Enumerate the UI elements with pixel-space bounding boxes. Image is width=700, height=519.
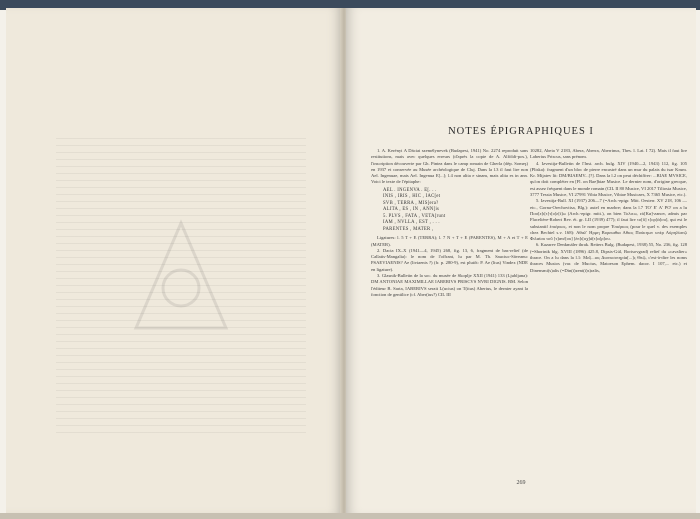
inscription-line: SVB , TERRA , MIS[era? bbox=[383, 200, 439, 206]
text-column-left bbox=[371, 148, 528, 298]
inscription-line: 5. PLVS , FATA , VETA[runt bbox=[383, 213, 446, 219]
paragraph: 6. Kazarev Denkmäler thrak. Reiters Bulg. (Budapest, 1938) 55, No. 236, fig. 128 (=Shorinik blg. XVIII (1896) 425.8, Dipsis-Gül, Borisovgrad) relief du «cavalier» thrace. On a lu dans la l.1: Μεξ...ιος Διονυσοτηρία[...]ς Θεῷ, c'est-à-dire les noms thraces Musios (var. de Mucius, Matoeson Ephem. dacor. I 107,... etc.) et Dinensmi(s)alis (=Din(i)zent(i)s)ralis, bbox=[530, 242, 687, 273]
paragraph: 4. Izvestija-Bulletin de l'Inst. arch. bulg. XIV (1940—2, 1943) 112, fig. 105 (Pliska): fragment d'un bloc de pierre encastré dans un mur du palais du tsar Krum. Kr. Mijatev lit: DΜ/ΒΙΑΕΜV...[?]. Dans la l.2 on peut déchiffrer: ...BIAE MVSICE, qu'on doit compléter en [Fl. on Bae]biae Musice. Le dernier nom, d'origine grecque, est assez fréquent dans le monde romain (CIL II 80 Musice, VI 2017 Tiliosia Musice, 3777 Tessia Musice, VI 27991 Vibia Musice, Vibiae Musicaes, X 7365 Musice, etc.). bbox=[530, 160, 687, 198]
inscription-line: AEL . INGENVA . E[. . . bbox=[383, 187, 437, 193]
paragraph: Ligatures: l. 5 T + E (TERRA); l. 7 N + T + E (PARENTES), M + A et T + E (MATER). bbox=[371, 235, 528, 247]
paragraph: 2. Dacia IX–X (1941—4, 1945) 268, fig. 13, 6, fragment de bas-relief (de Callatis-Mangalia): le nom de l'offrant, lu par M. Th. Sauciuc-Săveanu: PSAEVIAENIS? Ae (liviaenis ?) (fr. p. 280-9), est plutôt: P. Ae (lius) Vindex (NDE en ligature). bbox=[371, 247, 528, 272]
show-through-emblem-icon bbox=[126, 218, 236, 338]
inscription-line: INIS , IRIS , HIC , IAC[et bbox=[383, 194, 441, 200]
inscription-line: ALITA , ES , IN , ANN[is bbox=[383, 207, 440, 213]
left-page-blank bbox=[6, 8, 342, 513]
paragraph: 10282, Abeia V 2183, Abera, Aberra, Aberrinus, Thes. l. Lat. I 72). Mais il faut lire Laberius Priscus, sans prénom. bbox=[530, 148, 687, 160]
book-cover-edge-bottom bbox=[0, 513, 700, 519]
page-title: NOTES ÉPIGRAPHIQUES I bbox=[448, 126, 594, 137]
paragraph: 1. A. Kerényi A Dáciai személynevek (Budapest, 1941) No. 2274 reproduit sans restitutions, mais avec quelques erreurs (d'après la copie de A. Alföldi-pos.), l'inscription découverte par Gh. Pintea dans le camp romain de Gherla (dép. Someş) en 1937 et conservée au Musée archéologique de Cluj. Dans la l.3 il faut lire non Ael. Ingenuae, mais Ael. Ingenua E[...]; l.4 non alita e sinam, mais alita es in ann. Voici le texte de l'épitaphe: bbox=[371, 148, 528, 185]
text-column-right bbox=[530, 148, 687, 274]
page-number: 269 bbox=[516, 480, 526, 486]
paragraph: 3. Glasnik-Bulletin de la soc. du musée de Skoplje XXII (1941) 133 (Ljubljana): DM ANTONIAE MAXIMILLAE IABERIVS PRISCVS NVRI DIGNIS. BM. Selon l'éditeur B. Saria, IABERIVS serait L(ucius) on T(itus) Aberius, le dernier ayant la fonction de gentilice (cf. Aber(ius?) CIL III bbox=[371, 273, 528, 297]
paragraph: 5. Izvestija-Bull. XI (1937) 206—7 (=Arch.-epigr. Mitt. Oesterr. XV 218, 106 — etc., Gorna-Orechovitsa, Blg.): autel en marbre; dans la l.7 TO' E' A' PO' on a lu Ποσ[ε]ι[τ]τ[ο]ε[ί]ω (Arch.-epigr. mitt.), on bien Τολιτω, εὐ[Κα]-zanov, admis par Flacelière-Robert Rev. ét. gr. LII (1939) 477); il faut lire το[ῦ] τ[ορ]ά[ου], qui est le substantif ἐπιέρκος, et non le nom propre Ἐπιέρκος (pour le quel v. des exemples chez Bechtel s.v. 168): Αθαλ' Ηρμη Βορειαθια Αθιος Πούκηων υπὲρ Αὐρηλίανῷ Φιλαίου τοῦ [τ]ανέ[ου] [ἐπ]ι[σχ]ά[τ]α[ρ]ου. bbox=[530, 198, 687, 242]
inscription-line: IAM , NVLLA , EST , . . . bbox=[383, 220, 440, 226]
inscription-line: PARENTES , MATER , bbox=[383, 226, 434, 232]
inscription-block bbox=[383, 188, 528, 234]
